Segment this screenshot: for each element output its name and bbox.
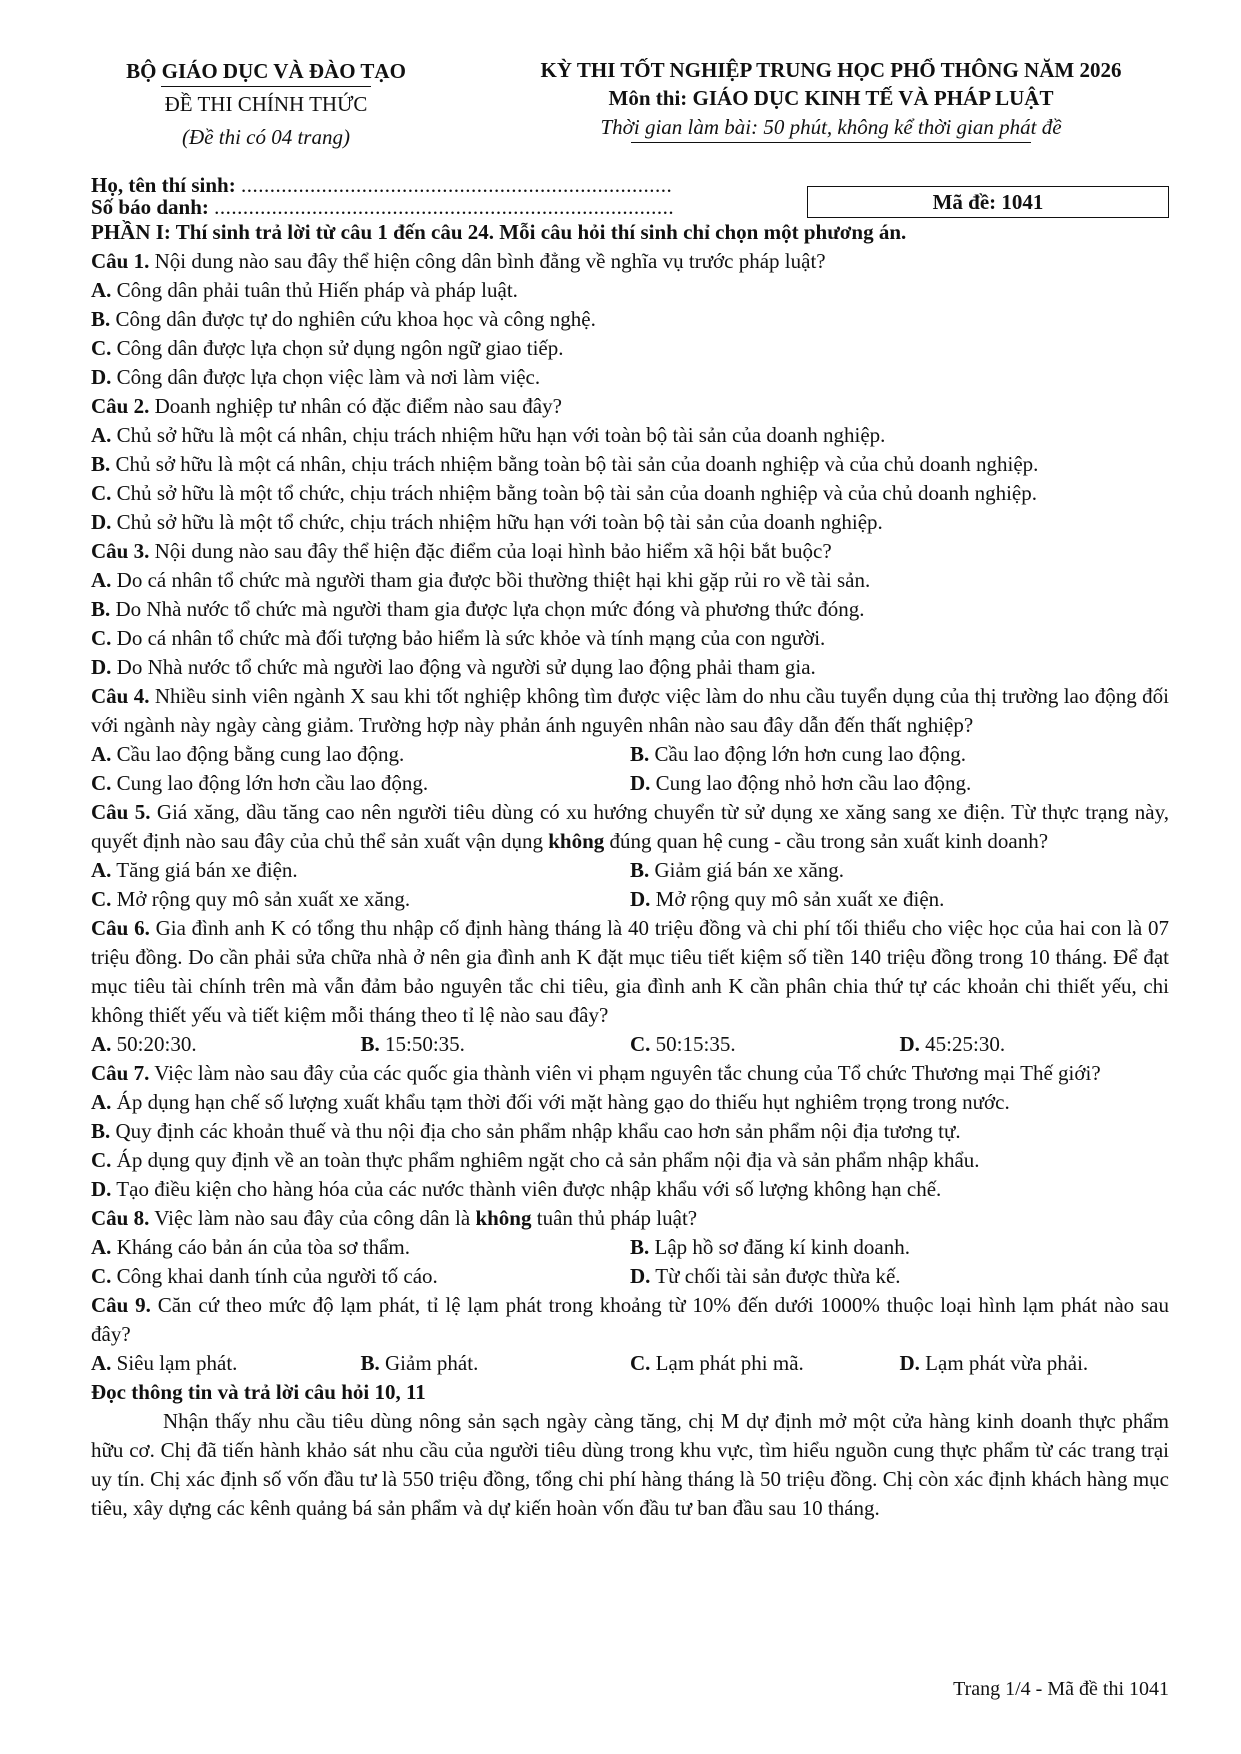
option-text: Do cá nhân tổ chức mà người tham gia được bồi thường thiệt hại khi gặp rủi ro về tài sản. — [116, 568, 871, 592]
header-left — [91, 56, 441, 153]
option-d — [91, 508, 1169, 537]
option-c — [91, 334, 1169, 363]
option-b — [361, 1030, 631, 1059]
option-text: Cầu lao động lớn hơn cung lao động. — [654, 742, 967, 766]
options-row — [91, 1262, 1169, 1291]
option-letter: C. — [630, 1032, 651, 1056]
option-d — [91, 1175, 1169, 1204]
question-emphasis: không — [475, 1206, 532, 1230]
question-8 — [91, 1204, 1169, 1233]
option-text: Mở rộng quy mô sản xuất xe xăng. — [116, 887, 411, 911]
option-text: Lập hồ sơ đăng kí kinh doanh. — [654, 1235, 911, 1259]
option-b — [630, 1233, 1169, 1262]
question-4 — [91, 682, 1169, 740]
option-b — [630, 740, 1169, 769]
option-c — [630, 1349, 900, 1378]
official-label: ĐỀ THI CHÍNH THỨC — [164, 92, 368, 116]
option-text: Áp dụng quy định về an toàn thực phẩm nghiêm ngặt cho cả sản phẩm nội địa và sản phẩm nhập khẩu. — [116, 1148, 980, 1172]
option-b — [91, 1117, 1169, 1146]
option-c — [91, 1262, 630, 1291]
option-text: 15:50:35. — [385, 1032, 465, 1056]
option-letter: A. — [91, 1235, 112, 1259]
option-text: Cung lao động lớn hơn cầu lao động. — [116, 771, 429, 795]
option-b — [630, 856, 1169, 885]
exam-title: KỲ THI TỐT NGHIỆP TRUNG HỌC PHỔ THÔNG NĂM 2026 — [540, 58, 1122, 82]
question-5 — [91, 798, 1169, 856]
exam-page — [91, 56, 1169, 1523]
option-letter: B. — [91, 1119, 111, 1143]
option-text: Công khai danh tính của người tố cáo. — [116, 1264, 438, 1288]
question-text: Nhiều sinh viên ngành X sau khi tốt nghiệp không tìm được việc làm do nhu cầu tuyển dụng của thị trường lao động đối với ngành này ngày càng giảm. Trường hợp này phản ánh nguyên nhân nào sau đây dẫn đến thất nghiệp? — [91, 684, 1169, 737]
option-letter: D. — [91, 1177, 112, 1201]
option-text: Giảm giá bán xe xăng. — [654, 858, 845, 882]
option-letter: D. — [630, 1264, 651, 1288]
question-text: Gia đình anh K có tổng thu nhập cố định hàng tháng là 40 triệu đồng và chi phí tối thiểu cho việc học của hai con là 07 triệu đồng. Do cần phải sửa chữa nhà ở nên gia đình anh K đặt mục tiêu tiết kiệm số tiền 140 triệu đồng trong 10 tháng. Để đạt mục tiêu tài chính trên mà vẫn đảm bảo nguyên tắc chi tiêu, gia đình anh K cần phân chia thứ tự các khoản chi thiết yếu, chi không thiết yếu và tiết kiệm mỗi tháng theo tỉ lệ nào sau đây? — [91, 916, 1169, 1027]
page-footer: Trang 1/4 - Mã đề thi 1041 — [953, 1678, 1169, 1700]
option-c — [91, 769, 630, 798]
part-1-instruction: PHẦN I: Thí sinh trả lời từ câu 1 đến câu 24. Mỗi câu hỏi thí sinh chỉ chọn một phương án. — [91, 220, 907, 244]
option-d — [630, 769, 1169, 798]
option-text: Lạm phát phi mã. — [655, 1351, 804, 1375]
question-text: Căn cứ theo mức độ lạm phát, tỉ lệ lạm phát trong khoảng từ 10% đến dưới 1000% thuộc loại hình lạm phát nào sau đây? — [91, 1293, 1169, 1346]
options-row — [91, 769, 1169, 798]
option-a — [91, 1030, 361, 1059]
option-text: Quy định các khoản thuế và thu nội địa cho sản phẩm nhập khẩu cao hơn sản phẩm nội địa tương tự. — [115, 1119, 961, 1143]
time-underline — [631, 142, 1031, 143]
candidate-name-field: ........................................................................... — [240, 173, 673, 197]
option-a — [91, 1233, 630, 1262]
option-a — [91, 1088, 1169, 1117]
option-text: Giảm phát. — [385, 1351, 479, 1375]
ministry-name: BỘ GIÁO DỤC VÀ ĐÀO TẠO — [126, 59, 406, 83]
option-c — [630, 1030, 900, 1059]
question-label: Câu 6. — [91, 916, 150, 940]
option-letter: C. — [91, 481, 112, 505]
question-text: Giá xăng, dầu tăng cao nên người tiêu dùng có xu hướng chuyển từ sử dụng xe xăng sang xe điện. Từ thực trạng này, quyết định nào sau đây của chủ thể sản xuất vận dụng — [91, 800, 1169, 853]
option-letter: B. — [360, 1351, 380, 1375]
option-d — [900, 1030, 1170, 1059]
question-label: Câu 4. — [91, 684, 150, 708]
options-row — [91, 856, 1169, 885]
question-3 — [91, 537, 1169, 566]
question-label: Câu 5. — [91, 800, 151, 824]
option-letter: A. — [91, 1090, 112, 1114]
option-text: Kháng cáo bản án của tòa sơ thẩm. — [116, 1235, 411, 1259]
option-text: Tạo điều kiện cho hàng hóa của các nước thành viên được nhập khẩu với số lượng không hạn chế. — [116, 1177, 942, 1201]
question-text-end: đúng quan hệ cung - cầu trong sản xuất kinh doanh? — [604, 829, 1049, 853]
exam-time: Thời gian làm bài: 50 phút, không kể thời gian phát đề — [600, 115, 1062, 139]
option-letter: C. — [630, 1351, 651, 1375]
option-text: Cầu lao động bằng cung lao động. — [116, 742, 405, 766]
candidate-id-label: Số báo danh: — [91, 195, 209, 219]
options-row — [91, 885, 1169, 914]
candidate-info — [91, 174, 1169, 218]
option-b — [361, 1349, 631, 1378]
option-letter: C. — [91, 626, 112, 650]
question-text: Nội dung nào sau đây thể hiện công dân bình đẳng về nghĩa vụ trước pháp luật? — [149, 249, 826, 273]
option-letter: C. — [91, 1264, 112, 1288]
option-letter: D. — [91, 655, 112, 679]
option-text: Áp dụng hạn chế số lượng xuất khẩu tạm thời đối với mặt hàng gạo do thiếu hụt nghiêm trọng trong nước. — [116, 1090, 1010, 1114]
option-b — [91, 305, 1169, 334]
question-text-end: tuân thủ pháp luật? — [531, 1206, 698, 1230]
option-d — [630, 885, 1169, 914]
option-text: Chủ sở hữu là một tổ chức, chịu trách nhiệm hữu hạn với toàn bộ tài sản của doanh nghiệp. — [116, 510, 883, 534]
options-row — [91, 1030, 1169, 1059]
option-letter: A. — [91, 278, 112, 302]
option-text: 50:20:30. — [116, 1032, 197, 1056]
question-text: Việc làm nào sau đây của các quốc gia thành viên vi phạm nguyên tắc chung của Tổ chức Thương mại Thế giới? — [149, 1061, 1101, 1085]
option-text: Mở rộng quy mô sản xuất xe điện. — [655, 887, 945, 911]
option-letter: A. — [91, 568, 112, 592]
option-letter: D. — [630, 771, 651, 795]
option-letter: B. — [91, 597, 111, 621]
option-text: Công dân được tự do nghiên cứu khoa học và công nghệ. — [115, 307, 596, 331]
options-row — [91, 740, 1169, 769]
options-row — [91, 1233, 1169, 1262]
option-text: Từ chối tài sản được thừa kế. — [655, 1264, 901, 1288]
question-label: Câu 7. — [91, 1061, 150, 1085]
question-9 — [91, 1291, 1169, 1349]
question-1 — [91, 247, 1169, 276]
option-d — [91, 363, 1169, 392]
exam-code-box: Mã đề: 1041 — [807, 186, 1169, 218]
option-a — [91, 421, 1169, 450]
option-text: Do Nhà nước tổ chức mà người lao động và người sử dụng lao động phải tham gia. — [116, 655, 816, 679]
option-letter: D. — [91, 510, 112, 534]
candidate-id-field: ................................................................................ — [214, 195, 675, 219]
option-c — [91, 624, 1169, 653]
option-text: Chủ sở hữu là một cá nhân, chịu trách nhiệm bằng toàn bộ tài sản của doanh nghiệp và của chủ doanh nghiệp. — [115, 452, 1039, 476]
option-letter: B. — [630, 742, 650, 766]
option-b — [91, 450, 1169, 479]
pages-note: (Đề thi có 04 trang) — [182, 125, 350, 149]
option-d — [630, 1262, 1169, 1291]
option-letter: A. — [91, 1032, 112, 1056]
option-letter: A. — [91, 423, 112, 447]
question-2 — [91, 392, 1169, 421]
option-text: 50:15:35. — [655, 1032, 736, 1056]
question-label: Câu 2. — [91, 394, 150, 418]
question-label: Câu 3. — [91, 539, 150, 563]
option-text: 45:25:30. — [925, 1032, 1006, 1056]
option-letter: C. — [91, 1148, 112, 1172]
question-label: Câu 8. — [91, 1206, 150, 1230]
option-letter: A. — [91, 1351, 112, 1375]
option-letter: A. — [91, 858, 112, 882]
option-a — [91, 566, 1169, 595]
option-letter: B. — [91, 307, 111, 331]
exam-header — [91, 56, 1169, 164]
question-label: Câu 1. — [91, 249, 150, 273]
exam-subject: Môn thi: GIÁO DỤC KINH TẾ VÀ PHÁP LUẬT — [608, 86, 1054, 110]
option-text: Tăng giá bán xe điện. — [116, 858, 298, 882]
option-letter: B. — [91, 452, 111, 476]
option-letter: B. — [360, 1032, 380, 1056]
option-letter: C. — [91, 771, 112, 795]
option-c — [91, 479, 1169, 508]
question-6 — [91, 914, 1169, 1030]
option-text: Công dân được lựa chọn việc làm và nơi làm việc. — [116, 365, 541, 389]
option-letter: A. — [91, 742, 112, 766]
option-letter: D. — [91, 365, 112, 389]
option-letter: D. — [899, 1032, 920, 1056]
option-text: Chủ sở hữu là một tổ chức, chịu trách nhiệm bằng toàn bộ tài sản của doanh nghiệp và của chủ doanh nghiệp. — [116, 481, 1037, 505]
candidate-name-label: Họ, tên thí sinh: — [91, 173, 236, 197]
option-letter: B. — [630, 858, 650, 882]
question-emphasis: không — [548, 829, 605, 853]
option-text: Công dân được lựa chọn sử dụng ngôn ngữ giao tiếp. — [116, 336, 564, 360]
option-letter: D. — [630, 887, 651, 911]
option-text: Chủ sở hữu là một cá nhân, chịu trách nhiệm hữu hạn với toàn bộ tài sản của doanh nghiệp. — [116, 423, 886, 447]
option-c — [91, 885, 630, 914]
option-text: Do cá nhân tổ chức mà đối tượng bảo hiểm là sức khỏe và tính mạng của con người. — [116, 626, 826, 650]
question-7 — [91, 1059, 1169, 1088]
option-text: Lạm phát vừa phải. — [925, 1351, 1089, 1375]
question-text: Việc làm nào sau đây của công dân là — [149, 1206, 476, 1230]
option-c — [91, 1146, 1169, 1175]
reading-title: Đọc thông tin và trả lời câu hỏi 10, 11 — [91, 1380, 426, 1404]
option-letter: C. — [91, 887, 112, 911]
option-a — [91, 276, 1169, 305]
options-row — [91, 1349, 1169, 1378]
option-letter: D. — [899, 1351, 920, 1375]
option-a — [91, 856, 630, 885]
reading-passage: Nhận thấy nhu cầu tiêu dùng nông sản sạch ngày càng tăng, chị M dự định mở một cửa hàng kinh doanh thực phẩm hữu cơ. Chị đã tiến hành khảo sát nhu cầu của người tiêu dùng trong khu vực, tìm hiểu nguồn cung thực phẩm từ các trang trại uy tín. Chị xác định số vốn đầu tư là 550 triệu đồng, tổng chi phí hàng tháng là 50 triệu đồng. Chị còn xác định khách hàng mục tiêu, xây dựng các kênh quảng bá sản phẩm và dự kiến hoàn vốn đầu tư ban đầu sau 10 tháng. — [91, 1409, 1169, 1520]
option-text: Công dân phải tuân thủ Hiến pháp và pháp luật. — [116, 278, 518, 302]
option-b — [91, 595, 1169, 624]
option-text: Cung lao động nhỏ hơn cầu lao động. — [655, 771, 972, 795]
question-text: Nội dung nào sau đây thể hiện đặc điểm của loại hình bảo hiểm xã hội bắt buộc? — [149, 539, 832, 563]
option-text: Siêu lạm phát. — [116, 1351, 238, 1375]
question-text: Doanh nghiệp tư nhân có đặc điểm nào sau đây? — [149, 394, 562, 418]
option-letter: B. — [630, 1235, 650, 1259]
question-label: Câu 9. — [91, 1293, 151, 1317]
option-d — [900, 1349, 1170, 1378]
option-d — [91, 653, 1169, 682]
option-letter: C. — [91, 336, 112, 360]
option-text: Do Nhà nước tổ chức mà người tham gia được lựa chọn mức đóng và phương thức đóng. — [115, 597, 865, 621]
option-a — [91, 1349, 361, 1378]
option-a — [91, 740, 630, 769]
header-right — [481, 56, 1181, 143]
